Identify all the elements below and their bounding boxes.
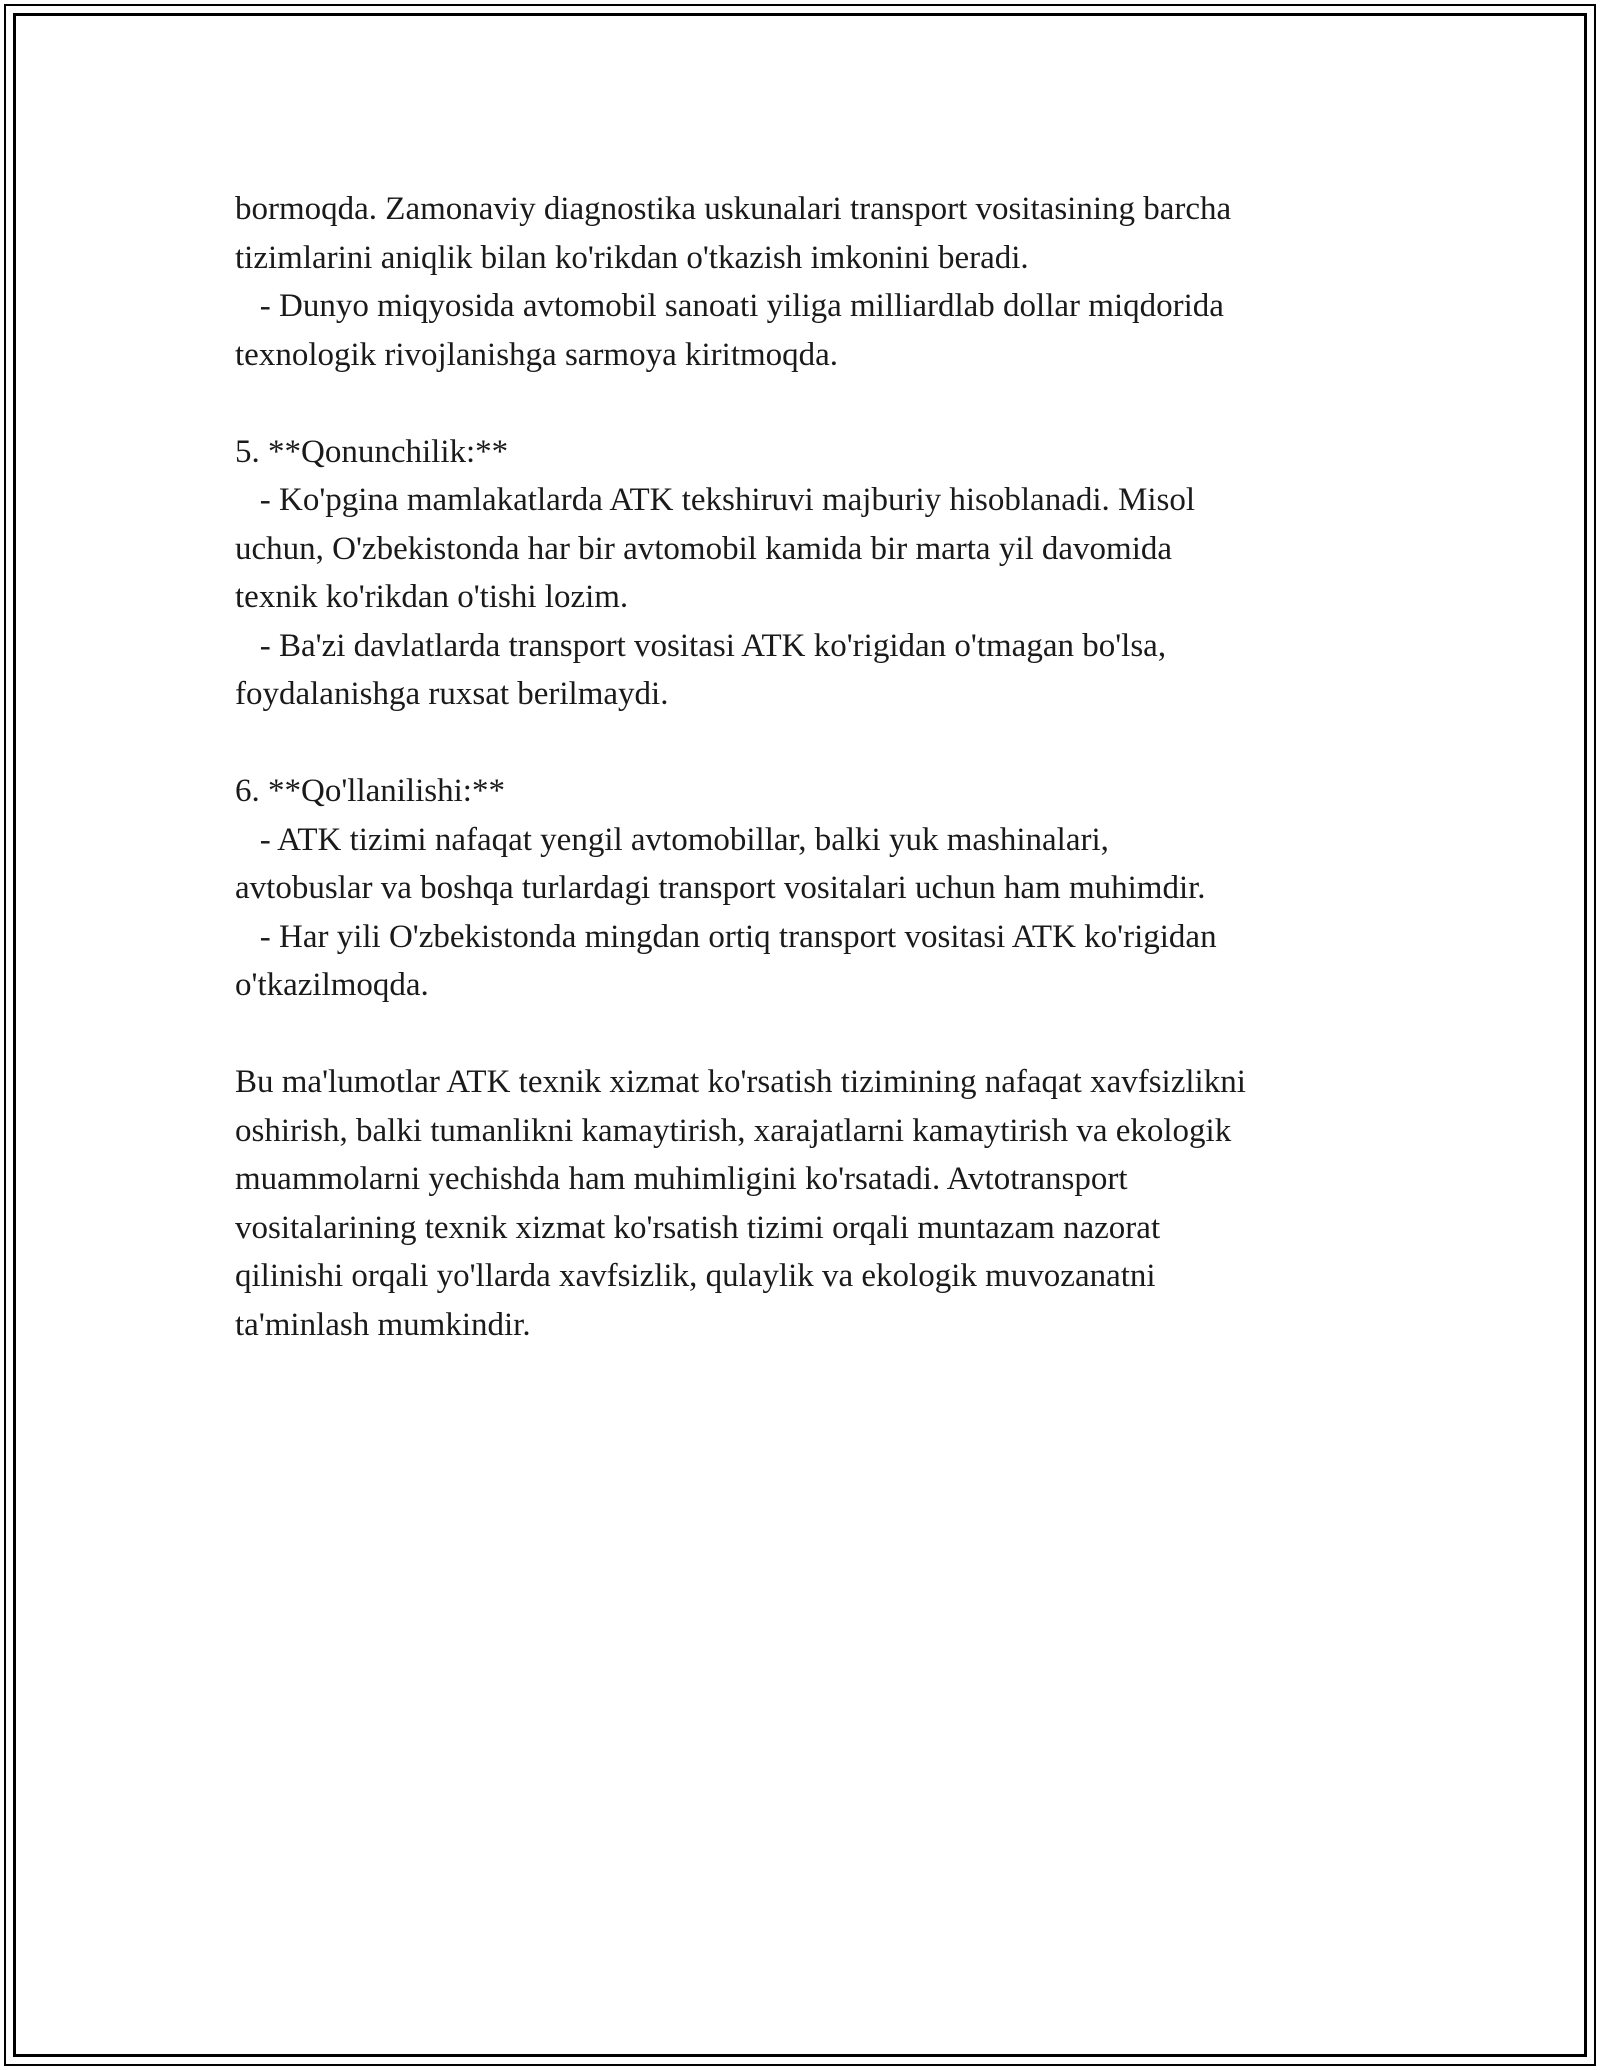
- text-line: bormoqda. Zamonaviy diagnostika uskunalari transport vositasining barcha: [235, 191, 1232, 227]
- text-line: vositalarining texnik xizmat ko'rsatish tizimi orqali muntazam nazorat: [235, 1209, 1161, 1246]
- text-line: tizimlarini aniqlik bilan ko'rikdan o'tkazish imkonini beradi.: [235, 239, 1029, 276]
- blank-line: [235, 719, 1385, 768]
- section-heading-qollanilishi: 6. **Qo'llanilishi:**: [235, 773, 505, 809]
- text-line: uchun, O'zbekistonda har bir avtomobil kamida bir marta yil davomida: [235, 530, 1173, 567]
- text-line: muammolarni yechishda ham muhimligini ko'rsatadi. Avtotransport: [235, 1161, 1128, 1197]
- text-line: o'tkazilmoqda.: [235, 967, 429, 1003]
- text-line: - Dunyo miqyosida avtomobil sanoati yiliga milliardlab dollar miqdorida: [235, 288, 1224, 324]
- text-line: qilinishi orqali yo'llarda xavfsizlik, qulaylik va ekologik muvozanatni: [235, 1258, 1156, 1294]
- text-line: - Ba'zi davlatlarda transport vositasi ATK ko'rigidan o'tmagan bo'lsa,: [235, 627, 1167, 664]
- text-line: texnik ko'rikdan o'tishi lozim.: [235, 579, 629, 615]
- text-line: foydalanishga ruxsat berilmaydi.: [235, 676, 669, 712]
- text-line: texnologik rivojlanishga sarmoya kiritmoqda.: [235, 336, 839, 373]
- blank-line: [235, 1010, 1385, 1059]
- section-heading-qonunchilik: 5. **Qonunchilik:**: [235, 433, 509, 470]
- text-line: - ATK tizimi nafaqat yengil avtomobillar, balki yuk mashinalari,: [235, 821, 1109, 858]
- text-line: ta'minlash mumkindir.: [235, 1306, 531, 1343]
- text-line: - Ko'pgina mamlakatlarda ATK tekshiruvi majburiy hisoblanadi. Misol: [235, 482, 1196, 518]
- text-line: avtobuslar va boshqa turlardagi transport vositalari uchun ham muhimdir.: [235, 870, 1206, 906]
- text-line: - Har yili O'zbekistonda mingdan ortiq transport vositasi ATK ko'rigidan: [235, 918, 1217, 955]
- text-line: Bu ma'lumotlar ATK texnik xizmat ko'rsatish tizimining nafaqat xavfsizlikni: [235, 1064, 1246, 1100]
- blank-line: [235, 379, 1385, 428]
- document-body: [235, 185, 1385, 1349]
- text-line: oshirish, balki tumanlikni kamaytirish, xarajatlarni kamaytirish va ekologik: [235, 1112, 1232, 1149]
